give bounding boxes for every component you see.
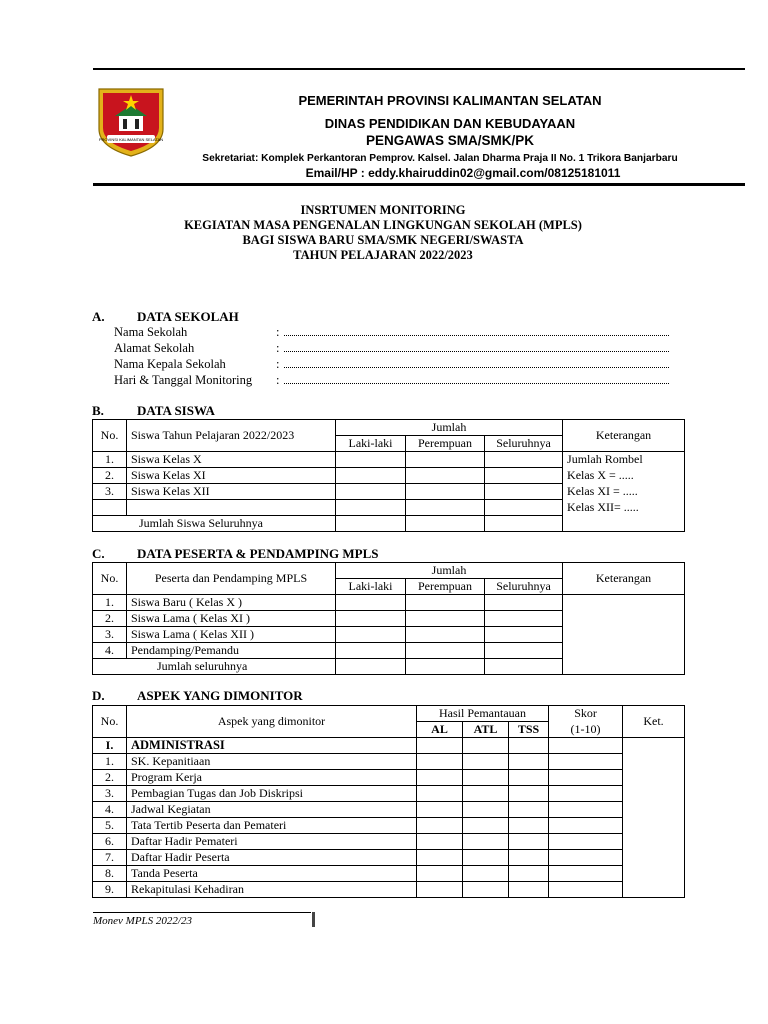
cell-laki-laki[interactable] — [336, 484, 406, 500]
cell-seluruhnya[interactable] — [485, 643, 563, 659]
field-colon: : — [276, 325, 280, 339]
row-no: 4. — [93, 802, 127, 818]
header-tss: TSS — [509, 722, 549, 738]
row-desc: SK. Kepanitiaan — [127, 754, 417, 770]
row-desc: Pembagian Tugas dan Job Diskripsi — [127, 786, 417, 802]
row-desc: Program Kerja — [127, 770, 417, 786]
cell-total-perempuan[interactable] — [406, 659, 485, 675]
cell-al[interactable] — [417, 770, 463, 786]
row-keterangan: Kelas XII= ..... — [563, 500, 685, 516]
doc-title-3: BAGI SISWA BARU SMA/SMK NEGERI/SWASTA — [242, 233, 524, 247]
cell-skor[interactable] — [549, 850, 623, 866]
table-row — [93, 770, 685, 786]
header-jumlah: Jumlah — [336, 563, 563, 579]
row-no: 9. — [93, 882, 127, 898]
cell-al[interactable] — [417, 786, 463, 802]
cell-skor[interactable] — [549, 866, 623, 882]
row-no: 4. — [93, 643, 127, 659]
cell-total-seluruhnya[interactable] — [485, 516, 563, 532]
cell-laki-laki[interactable] — [336, 595, 406, 611]
row-desc: Siswa Lama ( Kelas XII ) — [127, 627, 336, 643]
header-skor-range: (1-10) — [549, 722, 623, 738]
table-row — [93, 866, 685, 882]
cell-atl[interactable] — [463, 754, 509, 770]
cell-atl[interactable] — [463, 802, 509, 818]
footer-marker — [312, 912, 315, 927]
table-row — [93, 834, 685, 850]
doc-title-4: TAHUN PELAJARAN 2022/2023 — [293, 248, 473, 262]
row-desc: Jadwal Kegiatan — [127, 802, 417, 818]
cell-tss[interactable] — [509, 770, 549, 786]
cell-perempuan[interactable] — [406, 627, 485, 643]
row-desc — [127, 500, 336, 516]
row-desc: Rekapitulasi Kehadiran — [127, 882, 417, 898]
government-name: PEMERINTAH PROVINSI KALIMANTAN SELATAN — [298, 93, 602, 108]
cell-al[interactable] — [417, 738, 463, 754]
cell-al[interactable] — [417, 850, 463, 866]
group-title: ADMINISTRASI — [127, 738, 417, 754]
section-a-letter: A. — [92, 309, 105, 324]
row-desc: Siswa Kelas XI — [127, 468, 336, 484]
cell-total-seluruhnya[interactable] — [485, 659, 563, 675]
row-no: 3. — [93, 786, 127, 802]
header-laki-laki: Laki-laki — [336, 579, 406, 595]
header-skor: Skor — [549, 706, 623, 722]
header-ket: Ket. — [623, 706, 685, 738]
header-perempuan: Perempuan — [406, 579, 485, 595]
cell-atl[interactable] — [463, 850, 509, 866]
cell-total-laki-laki[interactable] — [336, 516, 406, 532]
header-desc: Siswa Tahun Pelajaran 2022/2023 — [127, 420, 336, 452]
row-desc: Siswa Kelas X — [127, 452, 336, 468]
header-keterangan: Keterangan — [563, 420, 685, 452]
table-row — [93, 786, 685, 802]
field-input-line[interactable] — [284, 367, 669, 368]
svg-text:PROVINSI KALIMANTAN SELATAN: PROVINSI KALIMANTAN SELATAN — [98, 137, 164, 142]
group-no: I. — [93, 738, 127, 754]
row-desc: Siswa Kelas XII — [127, 484, 336, 500]
table-row — [93, 595, 685, 611]
cell-perempuan[interactable] — [406, 484, 485, 500]
table-row — [93, 818, 685, 834]
data-peserta-table — [92, 562, 685, 675]
cell-atl[interactable] — [463, 834, 509, 850]
cell-tss[interactable] — [509, 802, 549, 818]
aspek-monitor-table — [92, 705, 685, 898]
cell-laki-laki[interactable] — [336, 611, 406, 627]
table-row — [93, 452, 685, 468]
field-label: Nama Kepala Sekolah — [114, 357, 226, 371]
header-laki-laki: Laki-laki — [336, 436, 406, 452]
field-input-line[interactable] — [284, 335, 669, 336]
header-no: No. — [93, 563, 127, 595]
cell-skor[interactable] — [549, 786, 623, 802]
header-perempuan: Perempuan — [406, 436, 485, 452]
row-no: 3. — [93, 627, 127, 643]
field-input-line[interactable] — [284, 351, 669, 352]
table-row — [93, 802, 685, 818]
cell-atl[interactable] — [463, 866, 509, 882]
row-desc: Pendamping/Pemandu — [127, 643, 336, 659]
department-name: DINAS PENDIDIKAN DAN KEBUDAYAAN — [324, 116, 576, 131]
cell-perempuan[interactable] — [406, 595, 485, 611]
cell-skor[interactable] — [549, 834, 623, 850]
table-row — [93, 850, 685, 866]
row-keterangan: Kelas XI = ..... — [563, 484, 685, 500]
cell-tss[interactable] — [509, 850, 549, 866]
cell-tss[interactable] — [509, 882, 549, 898]
row-no: 2. — [93, 611, 127, 627]
total-row — [93, 516, 685, 532]
cell-tss[interactable] — [509, 738, 549, 754]
cell-perempuan[interactable] — [406, 452, 485, 468]
cell-al[interactable] — [417, 802, 463, 818]
header-seluruhnya: Seluruhnya — [485, 579, 563, 595]
total-label: Jumlah Siswa Seluruhnya — [93, 516, 336, 532]
cell-laki-laki[interactable] — [336, 627, 406, 643]
cell-seluruhnya[interactable] — [485, 500, 563, 516]
header-rule — [93, 183, 745, 186]
cell-tss[interactable] — [509, 754, 549, 770]
section-d-title: ASPEK YANG DIMONITOR — [137, 688, 303, 703]
section-c-title: DATA PESERTA & PENDAMPING MPLS — [137, 546, 379, 561]
field-label: Alamat Sekolah — [114, 341, 195, 355]
section-a-title: DATA SEKOLAH — [137, 309, 239, 324]
row-no: 1. — [93, 595, 127, 611]
header-al: AL — [417, 722, 463, 738]
cell-ket[interactable] — [623, 738, 685, 898]
cell-laki-laki[interactable] — [336, 452, 406, 468]
doc-title-2: KEGIATAN MASA PENGENALAN LINGKUNGAN SEKOLAH (MPLS) — [184, 218, 582, 232]
section-b-letter: B. — [92, 403, 104, 418]
table-row — [93, 500, 685, 516]
cell-tss[interactable] — [509, 834, 549, 850]
cell-tss[interactable] — [509, 818, 549, 834]
cell-atl[interactable] — [463, 786, 509, 802]
cell-tss[interactable] — [509, 786, 549, 802]
section-d-letter: D. — [92, 688, 105, 703]
field-colon: : — [276, 357, 280, 371]
field-input-line[interactable] — [284, 383, 669, 384]
cell-total-perempuan[interactable] — [406, 516, 485, 532]
field-colon: : — [276, 373, 280, 387]
cell-atl[interactable] — [463, 818, 509, 834]
cell-perempuan[interactable] — [406, 468, 485, 484]
cell-seluruhnya[interactable] — [485, 627, 563, 643]
cell-seluruhnya[interactable] — [485, 611, 563, 627]
header-desc: Peserta dan Pendamping MPLS — [127, 563, 336, 595]
field-label: Hari & Tanggal Monitoring — [114, 373, 253, 387]
table-row — [93, 882, 685, 898]
cell-al[interactable] — [417, 866, 463, 882]
footer-rule — [93, 912, 311, 913]
row-desc: Siswa Baru ( Kelas X ) — [127, 595, 336, 611]
doc-title-1: INSRTUMEN MONITORING — [300, 203, 466, 217]
cell-skor[interactable] — [549, 738, 623, 754]
header-seluruhnya: Seluruhnya — [485, 436, 563, 452]
header-no: No. — [93, 706, 127, 738]
row-no: 3. — [93, 484, 127, 500]
row-desc: Daftar Hadir Peserta — [127, 850, 417, 866]
table-row — [93, 484, 685, 500]
row-desc: Tanda Peserta — [127, 866, 417, 882]
cell-total-laki-laki[interactable] — [336, 659, 406, 675]
cell-al[interactable] — [417, 754, 463, 770]
cell-atl[interactable] — [463, 882, 509, 898]
row-desc: Tata Tertib Peserta dan Pemateri — [127, 818, 417, 834]
row-no: 1. — [93, 452, 127, 468]
cell-skor[interactable] — [549, 802, 623, 818]
cell-skor[interactable] — [549, 754, 623, 770]
table-row — [93, 754, 685, 770]
cell-laki-laki[interactable] — [336, 468, 406, 484]
row-keterangan: Kelas X = ..... — [563, 468, 685, 484]
header-jumlah: Jumlah — [336, 420, 563, 436]
row-no: 1. — [93, 754, 127, 770]
group-row — [93, 738, 685, 754]
cell-skor[interactable] — [549, 882, 623, 898]
cell-seluruhnya[interactable] — [485, 452, 563, 468]
cell-seluruhnya[interactable] — [485, 468, 563, 484]
table-row — [93, 468, 685, 484]
row-no: 7. — [93, 850, 127, 866]
row-keterangan: Jumlah Rombel — [563, 452, 685, 468]
header-no: No. — [93, 420, 127, 452]
header-atl: ATL — [463, 722, 509, 738]
cell-al[interactable] — [417, 882, 463, 898]
cell-keterangan[interactable] — [563, 595, 685, 675]
cell-perempuan[interactable] — [406, 611, 485, 627]
cell-total-keterangan — [563, 516, 685, 532]
data-siswa-table — [92, 419, 685, 532]
section-b-title: DATA SISWA — [137, 403, 215, 418]
cell-atl[interactable] — [463, 770, 509, 786]
footer-text: Monev MPLS 2022/23 — [93, 915, 192, 927]
cell-perempuan[interactable] — [406, 500, 485, 516]
row-no: 8. — [93, 866, 127, 882]
cell-perempuan[interactable] — [406, 643, 485, 659]
row-desc: Daftar Hadir Pemateri — [127, 834, 417, 850]
top-rule — [93, 68, 745, 70]
cell-skor[interactable] — [549, 770, 623, 786]
row-desc: Siswa Lama ( Kelas XI ) — [127, 611, 336, 627]
contact-line: Email/HP : eddy.khairuddin02@gmail.com/08125181011 — [305, 166, 621, 180]
cell-al[interactable] — [417, 834, 463, 850]
cell-seluruhnya[interactable] — [485, 595, 563, 611]
row-no: 2. — [93, 468, 127, 484]
row-no: 6. — [93, 834, 127, 850]
cell-laki-laki[interactable] — [336, 643, 406, 659]
row-no — [93, 500, 127, 516]
cell-seluruhnya[interactable] — [485, 484, 563, 500]
field-label: Nama Sekolah — [114, 325, 188, 339]
address-line: Sekretariat: Komplek Perkantoran Pemprov. Kalsel. Jalan Dharma Praja II No. 1 Trikora Banjarbaru — [202, 153, 678, 164]
cell-al[interactable] — [417, 818, 463, 834]
row-no: 5. — [93, 818, 127, 834]
cell-atl[interactable] — [463, 738, 509, 754]
section-c-letter: C. — [92, 546, 105, 561]
cell-skor[interactable] — [549, 818, 623, 834]
header-keterangan: Keterangan — [563, 563, 685, 595]
office-name: PENGAWAS SMA/SMK/PK — [365, 133, 535, 148]
cell-laki-laki[interactable] — [336, 500, 406, 516]
total-label: Jumlah seluruhnya — [93, 659, 336, 675]
row-no: 2. — [93, 770, 127, 786]
field-colon: : — [276, 341, 280, 355]
header-desc: Aspek yang dimonitor — [127, 706, 417, 738]
cell-tss[interactable] — [509, 866, 549, 882]
header-hasil-pemantauan: Hasil Pemantauan — [417, 706, 549, 722]
